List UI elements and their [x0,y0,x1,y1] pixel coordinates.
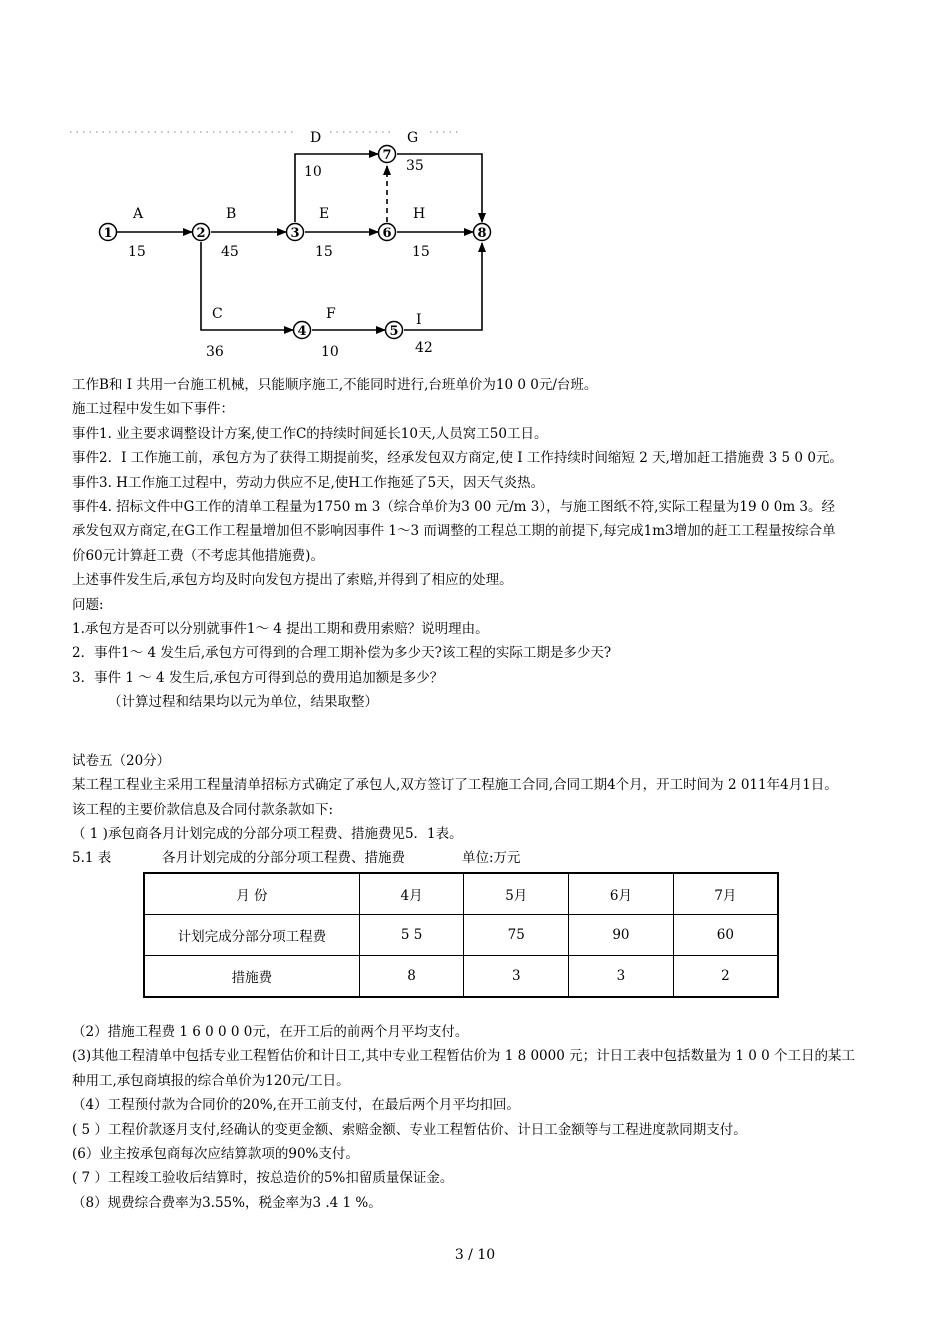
paragraph: (3)其他工程清单中包括专业工程暂估价和计日工,其中专业工程暂估价为 1 8 0000 元；计日工表中包括数量为 1 0 0 个工日的某工 [72,1048,856,1065]
paragraph: 某工程工程业主采用工程量清单招标方式确定了承包人,双方签订了工程施工合同,合同工期4个月，开工时间为 2 011年4月1日。 [72,777,838,794]
activity-d-duration: 10 [304,164,322,180]
paragraph: 事件3. H工作施工过程中，劳动力供应不足,使H工作拖延了5天，因天气炎热。 [72,474,545,491]
paragraph: 事件4. 招标文件中G工作的清单工程量为1750 m 3（综合单价为3 00 元/m 3），与施工图纸不符,实际工程量为19 0 0m 3。经 [72,498,836,515]
table-cell: 3 [569,956,674,998]
activity-a-duration: 15 [128,244,146,260]
table-header-cell: 月 份 [144,873,359,915]
activity-g-name: G [407,130,419,146]
table-cell: 2 [673,956,778,998]
contract-terms [72,1020,902,1215]
table-number: 5.1 表 [72,850,112,866]
node-8-label: 8 [477,226,487,241]
table-row [144,915,778,956]
activity-f-duration: 10 [321,344,339,360]
question: 1.承包方是否可以分别就事件1～ 4 提出工期和费用索赔？说明理由。 [72,620,489,637]
activity-d-name: D [310,130,322,146]
activity-e-duration: 15 [315,244,333,260]
table-header-cell: 5月 [464,873,569,915]
activity-b-duration: 45 [221,244,239,260]
paragraph: 价60元计算赶工费（不考虑其他措施费)。 [72,547,324,564]
network-diagram [60,118,580,368]
paragraph: 种用工,承包商填报的综合单价为120元/工日。 [72,1072,350,1089]
paragraph: ( 7 ）工程竣工验收后结算时，按总造价的5%扣留质量保证金。 [72,1170,454,1187]
paragraph: 上述事件发生后,承包方均及时向发包方提出了索赔,并得到了相应的处理。 [72,572,513,589]
table-cell: 措施费 [144,956,359,998]
table-header-row [144,873,778,915]
node-2-label: 2 [196,226,206,241]
table-header-cell: 7月 [673,873,778,915]
node-5-label: 5 [389,324,399,339]
paragraph: （8）规费综合费率为3.55%，税金率为3 .4 1 %。 [72,1194,382,1211]
node-1-label: 1 [103,226,113,241]
activity-h-name: H [413,206,426,222]
paragraph: ( 5 ）工程价款逐月支付,经确认的变更金额、索赔金额、专业工程暂估价、计日工金额等与工程进度款同期支付。 [72,1121,747,1138]
table-row [144,956,778,998]
page-number: 3 / 10 [454,1247,496,1263]
table-cell: 3 [464,956,569,998]
node-6-label: 6 [382,226,392,241]
paragraph: 事件1. 业主要求调整设计方案,使工作C的持续时间延长10天,人员窝工50工日。 [72,425,548,442]
node-4-label: 4 [297,324,307,339]
table-caption [72,846,521,866]
table-cell: 5 5 [359,915,464,956]
table-cell: 60 [673,915,778,956]
events-section [72,373,902,714]
activity-h-duration: 15 [412,244,430,260]
exam-five-intro [72,749,902,847]
node-3-label: 3 [290,226,300,241]
paragraph: (6）业主按承包商每次应结算款项的90%支付。 [72,1145,359,1162]
note: （计算过程和结果均以元为单位，结果取整） [108,694,378,711]
paragraph: （ 1 )承包商各月计划完成的分部分项工程费、措施费见5．1表。 [72,826,463,843]
activity-i-duration: 42 [415,340,433,356]
paragraph: 问题: [72,596,104,613]
activity-e-name: E [319,206,330,222]
activity-c-name: C [212,306,223,322]
question: 2．事件1～ 4 发生后,承包方可得到的合理工期补偿为多少天?该工程的实际工期是多少天? [72,645,612,662]
paragraph: 工作B和 I 共用一台施工机械，只能顺序施工,不能同时进行,台班单价为10 0 0元/台班。 [72,377,598,393]
paragraph: （4）工程预付款为合同价的20%,在开工前支付，在最后两个月平均扣回。 [72,1097,520,1114]
paragraph: （2）措施工程费 1 6 0 0 0 0元，在开工后的前两个月平均支付。 [72,1024,469,1040]
table-cell: 计划完成分部分项工程费 [144,915,359,956]
activity-a-name: A [133,206,144,222]
paragraph: 该工程的主要价款信息及合同付款条款如下: [72,801,334,818]
activity-b-name: B [226,206,237,222]
paragraph: 承发包双方商定,在G工作工程量增加但不影响因事件 1～3 而调整的工程总工期的前提下,每完成1m3增加的赶工工程量按综合单 [72,523,836,540]
paragraph: 施工过程中发生如下事件： [72,401,234,418]
node-7-label: 7 [382,148,392,163]
table-header-cell: 4月 [359,873,464,915]
activity-i-name: I [416,312,422,328]
table-cell: 90 [569,915,674,956]
paragraph: 事件2．I 工作施工前，承包方为了获得工期提前奖，经承发包双方商定,使 I 工作持续时间缩短 2 天,增加赶工措施费 3 5 0 0元。 [72,450,843,467]
question: 3．事件 1 ～ 4 发生后,承包方可得到总的费用追加额是多少？ [72,669,444,686]
activity-f-name: F [326,306,336,322]
activity-c-duration: 36 [206,344,224,360]
cost-table [143,872,779,998]
table-header-cell: 6月 [569,873,674,915]
section-title: 试卷五（20分） [72,753,171,769]
activity-g-duration: 35 [406,158,424,174]
table-unit: 单位:万元 [462,850,521,866]
table-title: 各月计划完成的分部分项工程费、措施费 [162,850,405,866]
table-cell: 75 [464,915,569,956]
table-cell: 8 [359,956,464,998]
